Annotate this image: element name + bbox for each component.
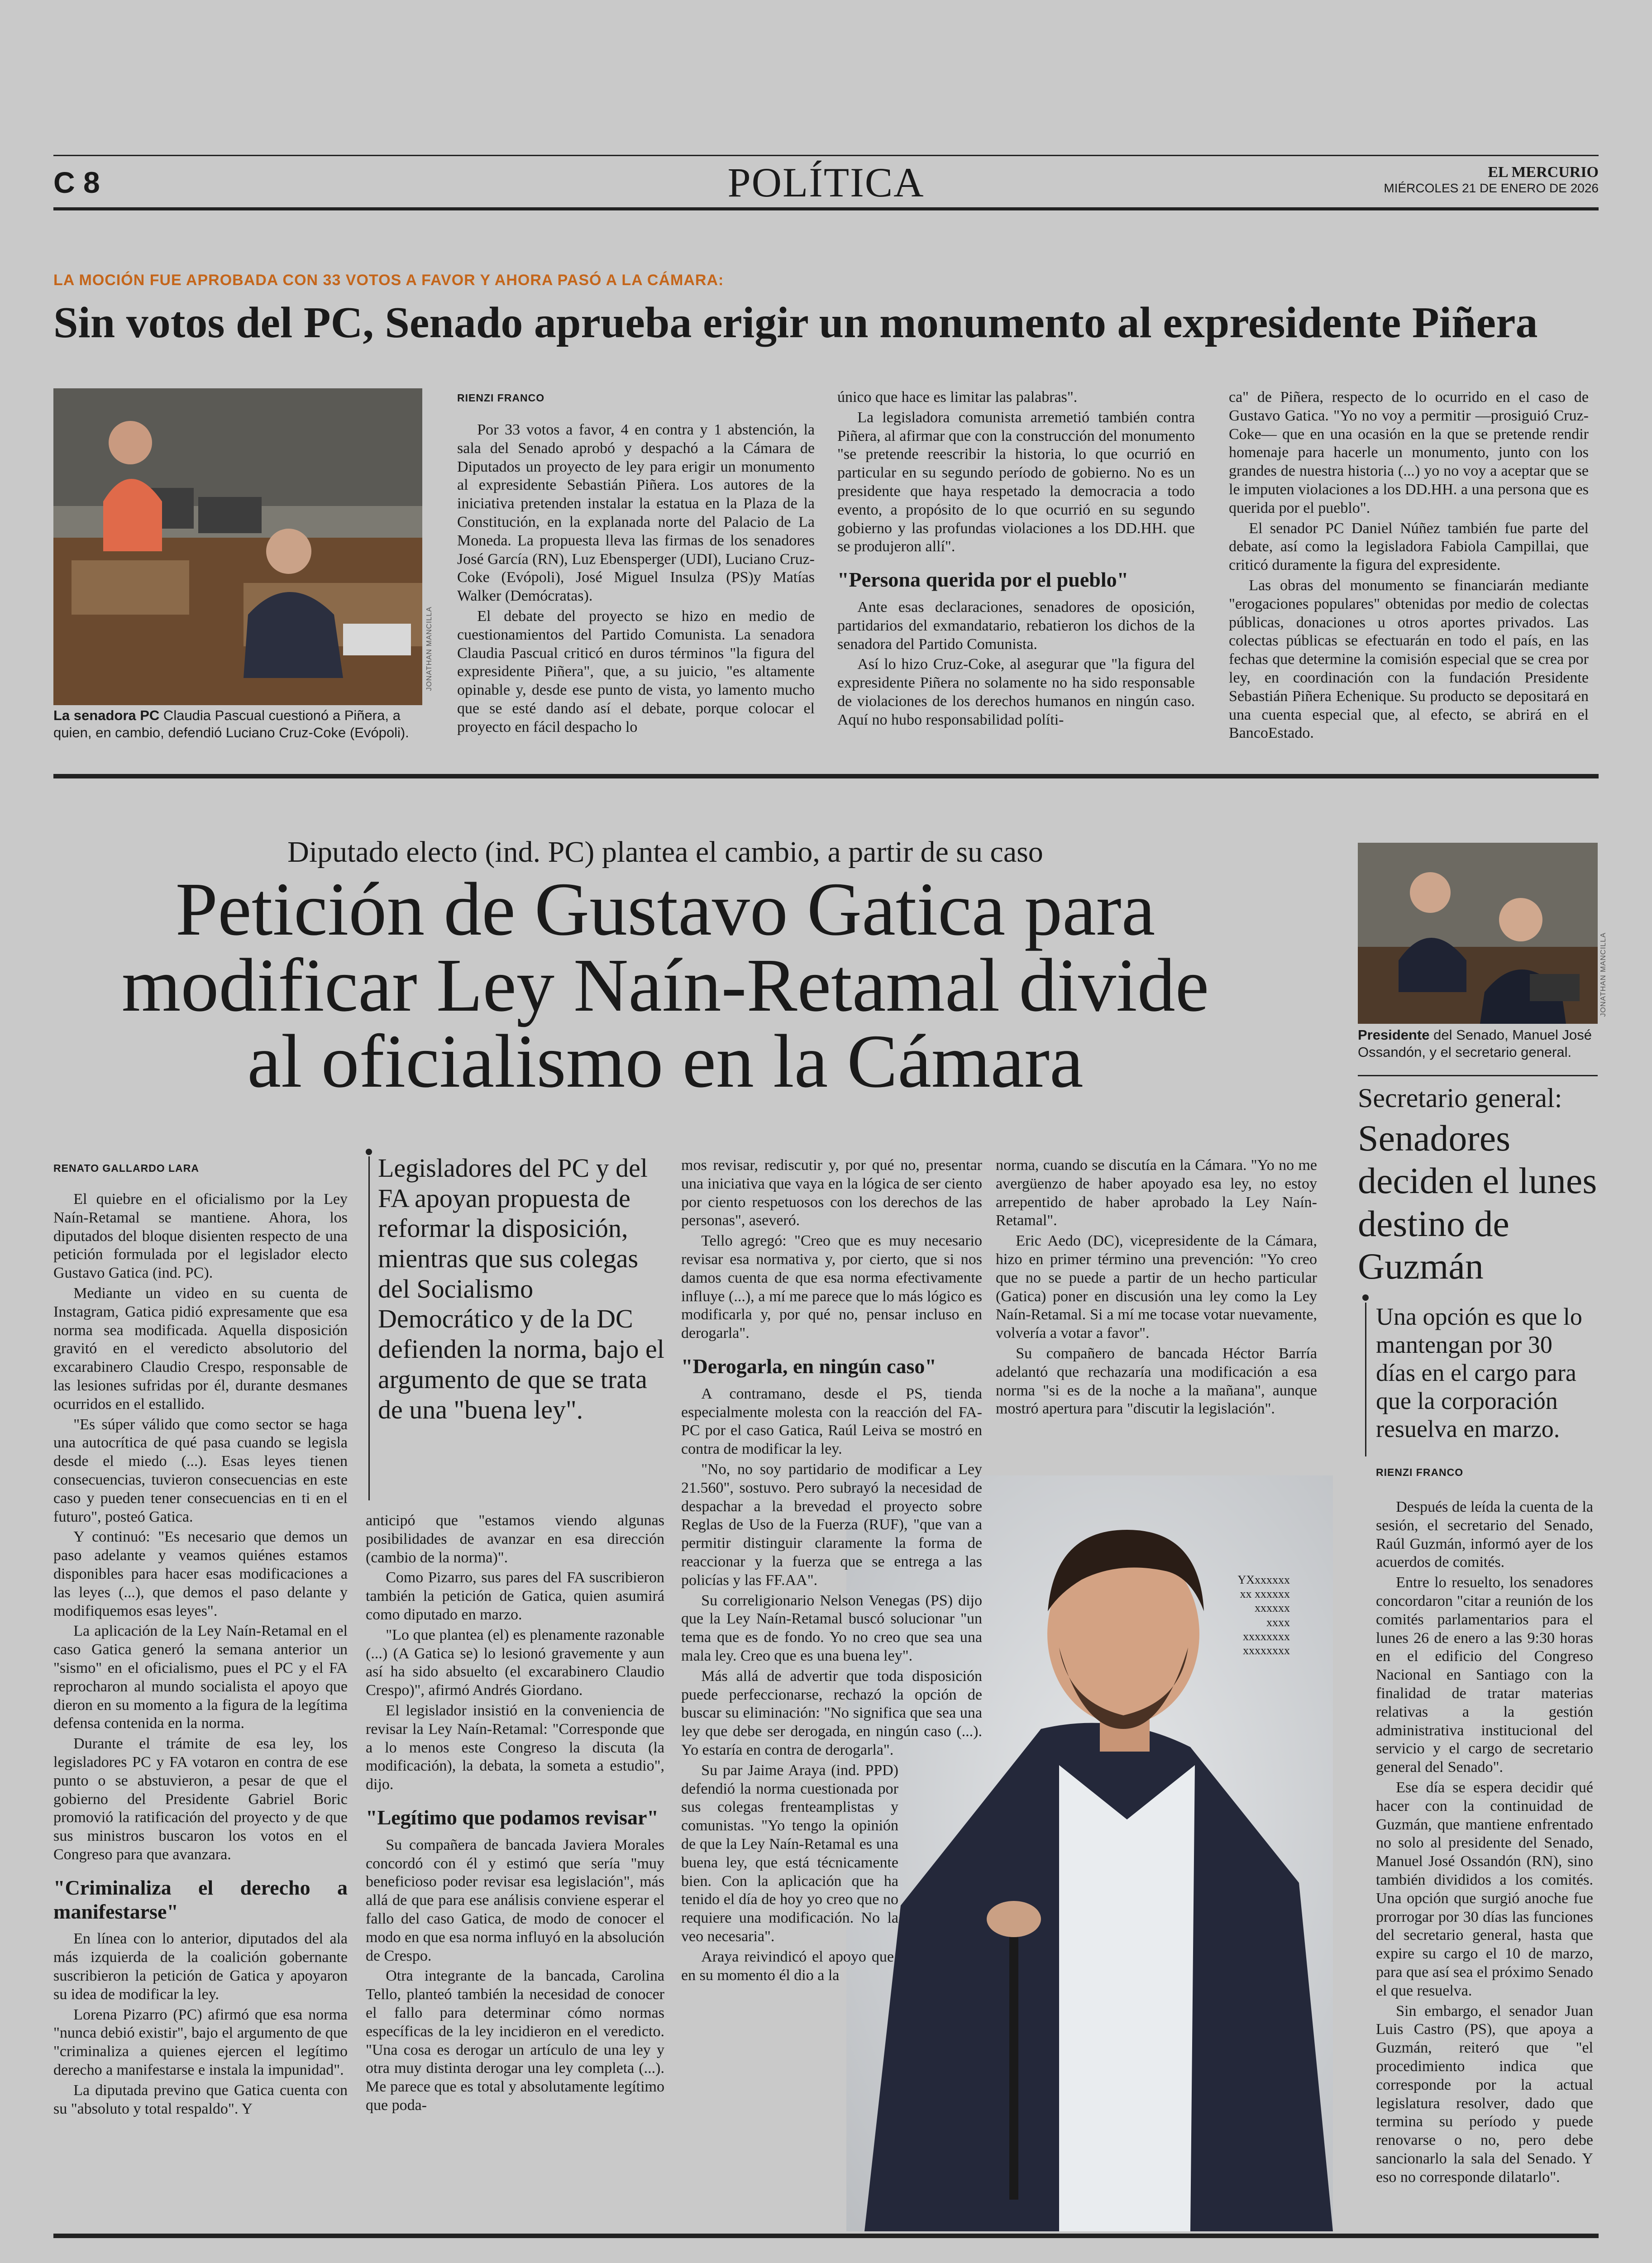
story1-byline: RIENZI FRANCO	[457, 392, 545, 404]
newspaper-name: EL MERCURIO	[1488, 164, 1599, 181]
paragraph: Durante el trámite de esa ley, los legisladores PC y FA votaron en contra de ese punto o se abstuvieron, a pesar de que el gobierno del Presidente Gabriel Boric promovió la ratificación del proyecto y de que sus ministros buscaron los votos en el Congreso para que avanzara.	[53, 1735, 348, 1863]
paragraph: Su par Jaime Araya (ind. PPD) defendió la norma cuestionada por sus colegas frenteamplistas y comunistas. "Yo tengo la opinión de que la Ley Naín-Retamal es una buena ley, que está técnicamente bien. Con la aplicación que ha tenido el día de hoy yo creo que no requiere una modificación. No la veo necesaria".	[681, 1762, 898, 1945]
paragraph: "Lo que plantea (el) es plenamente razonable (...) (A Gatica se) lo lesionó gravemente y aun así ha sido absuelto (el excarabinero Claudio Crespo)", afirmó Andrés Giordano.	[366, 1626, 664, 1699]
story1-caption	[53, 707, 425, 741]
story1-col3	[1229, 388, 1589, 745]
headline-line: Petición de Gustavo Gatica para	[175, 867, 1155, 951]
paragraph: Ese día se espera decidir qué hacer con la continuidad de Guzmán, que mantiene enfrentado no solo al presidente del Senado, Manuel José Ossandón (RN), sino también divididos a los comités. Una opción que surgió anoche fue prorrogar por 30 días las funciones del secretario general, hasta que expire su cargo el 10 de marzo, para que así sea el próximo Senado el que resuelva.	[1376, 1779, 1593, 1999]
headline-line: al oficialismo en la Cámara	[247, 1019, 1084, 1103]
paragraph: Por 33 votos a favor, 4 en contra y 1 abstención, la sala del Senado aprobó y despachó a la Cámara de Diputados un proyecto de ley para erigir un monumento al expresidente Sebastián Piñera. Los autores de la iniciativa pretenden instalar la estatua en la Plaza de la Constitución, en la explanada norte del Palacio de La Moneda. La propuesta lleva las firmas de los senadores José García (RN), Luz Ebensperger (UDI), Luciano Cruz-Coke (Evópoli), José Miguel Insulza (PS)y Matías Walker (Demócratas).	[457, 421, 815, 605]
story2-pull-quote: Legisladores del PC y del FA apoyan propuesta de reformar la disposición, mientras que sus colegas del Socialismo Democrático y de la DC defienden la norma, bajo el argumento de que se trata de una "buena ley".	[378, 1153, 664, 1424]
paragraph: Araya reivindicó el apoyo que en su momento él dio a la	[681, 1948, 894, 1984]
paragraph: "No, no soy partidario de modificar a Ley 21.560", sostuvo. Pero subrayó la necesidad de despachar a la brevedad el proyecto sobre Reglas de Uso de la Fuerza (RUF), "que van a permitir distinguir claramente la forma de reaccionar y la fuerza que se entrega a las policías y las FF.AA".	[681, 1461, 982, 1589]
deck-rule	[1365, 1303, 1366, 1456]
sidebar-body	[1376, 1498, 1593, 2188]
paragraph: Lorena Pizarro (PC) afirmó que esa norma "nunca debió existir", bajo el argumento de que "criminaliza a quienes ejercen el legítimo derecho a manifestarse e instala la impunidad".	[53, 2006, 348, 2079]
paragraph: "Es súper válido que como sector se haga una autocrítica de qué pasa cuando se legisla desde el miedo (...). Esas leyes tienen consecuencias, tuvieron consecuencias en este caso y pueden tener consecuencias en ti en el futuro", posteó Gatica.	[53, 1416, 348, 1525]
paragraph: El legislador insistió en la conveniencia de revisar la Ley Naín-Retamal: "Corresponde que a lo menos este Congreso la discuta (la modificación), la debata, la someta a estudio", dijo.	[366, 1702, 664, 1793]
paragraph: Más allá de advertir que toda disposición puede perfeccionarse, rechazó la opción de buscar su eliminación: "No significa que sea una ley que debe ser derogada, en ningún caso (...). Yo estaría en contra de derogarla".	[681, 1667, 982, 1758]
paragraph: ca" de Piñera, respecto de lo ocurrido en el caso de Gustavo Gatica. "Yo no voy a permitir —prosiguió Cruz-Coke— que en una ocasión en la que se pretende rendir homenaje para hacerle un monumento, junto con los grandes de nuestra historia (...) yo no voy a aceptar que se le imputen violaciones a los DD.HH. a una persona que es querida por el pueblo".	[1229, 389, 1589, 516]
story2-col1	[53, 1190, 348, 2120]
caption-text: del Senado, Manuel José Ossandón, y el secretario general.	[1358, 1027, 1592, 1060]
story2-byline: RENATO GALLARDO LARA	[53, 1162, 199, 1174]
story2-col2	[366, 1512, 664, 2117]
paragraph: Ante esas declaraciones, senadores de oposición, partidarios del exmandatario, rebatieron los dichos de la senadora del Partido Comunista.	[837, 599, 1195, 653]
paragraph: Su compañero de bancada Héctor Barría adelantó que rechazaría una modificación a esa norma "si es de la noche a la mañana", aunque mostró apertura para "discutir la legislación".	[996, 1345, 1317, 1418]
paragraph: Las obras del monumento se financiarán mediante "erogaciones populares" obtenidas por medio de colectas públicas, donaciones u otros aportes privados. Las colectas públicas se efectuarán en todo el país, en las fechas que determine la comisión especial que se crea por ley, en coordinación con la fundación Presidente Sebastián Piñera Echenique. Su producto se depositará en una cuenta especial que, al efecto, se abrirá en el BancoEstado.	[1229, 577, 1589, 742]
paragraph: La diputada previno que Gatica cuenta con su "absoluto y total respaldo". Y	[53, 2082, 348, 2117]
story2-subhead-3: "Derogarla, en ningún caso"	[681, 1354, 936, 1378]
paragraph: Como Pizarro, sus pares del FA suscribieron también la petición de Gatica, quien asumirá como diputado en marzo.	[366, 1569, 664, 1623]
paragraph: Su correligionario Nelson Venegas (PS) dijo que la Ley Naín-Retamal buscó solucionar "un tema que es de fondo. Yo no creo que sea una mala ley. Creo que es una buena ley".	[681, 1592, 982, 1665]
paragraph: Y continuó: "Es necesario que demos un paso adelante y veamos quiénes estamos disponibles para hacer esas modificaciones a las leyes (...), que demos el paso delante y modifiquemos esas leyes".	[53, 1528, 348, 1619]
page-number: C 8	[53, 166, 100, 199]
sidebar-title: Secretario general:	[1358, 1083, 1562, 1113]
senate-president-illustration	[1358, 843, 1598, 1024]
paragraph: mos revisar, rediscutir y, por qué no, presentar una iniciativa que vaya en la lógica de ser ciento por ciento respetuosos con los derechos de las personas", aseveró.	[681, 1157, 982, 1229]
bullet-dot	[366, 1149, 372, 1155]
paragraph: anticipó que "estamos viendo algunas posibilidades de avanzar en esa dirección (cambio de la norma)".	[366, 1512, 664, 1566]
story1-headline: Sin votos del PC, Senado aprueba erigir un monumento al expresidente Piñera	[53, 298, 1538, 347]
caption-lead: Presidente	[1358, 1027, 1430, 1043]
paragraph: Así lo hizo Cruz-Coke, al asegurar que "la figura del expresidente Piñera no solamente no ha sido responsable de violaciones de los derechos humanos en ningún caso. Aquí no hubo responsabilidad políti-	[837, 656, 1195, 728]
story2-subhead-1: "Criminaliza el derecho a manifestarse"	[53, 1876, 348, 1923]
sidebar-deck: Una opción es que lo mantengan por 30 días en el cargo para que la corporación resuelva en marzo.	[1376, 1303, 1582, 1443]
sidebar-headline: Senadores deciden el lunes destino de Guzmán	[1358, 1117, 1597, 1287]
story1-col1	[457, 421, 815, 739]
bullet-dot	[1362, 1294, 1369, 1301]
paragraph: El quiebre en el oficialismo por la Ley Naín-Retamal se mantiene. Ahora, los diputados del bloque disienten respecto de una petición formulada por el legislador electo Gustavo Gatica (ind. PC).	[53, 1191, 348, 1282]
story1-kicker: LA MOCIÓN FUE APROBADA CON 33 VOTOS A FAVOR Y AHORA PASÓ A LA CÁMARA:	[53, 272, 724, 289]
sidebar-byline: RIENZI FRANCO	[1376, 1466, 1464, 1478]
story2-col4	[996, 1156, 1317, 1420]
section-title: POLÍTICA	[727, 159, 925, 205]
caption-text: Claudia Pascual cuestionó a Piñera, a quien, en cambio, defendió Luciano Cruz-Coke (Evópoli).	[53, 707, 409, 740]
caption-lead: La senadora PC	[53, 707, 160, 723]
story2-subhead-2: "Legítimo que podamos revisar"	[366, 1805, 659, 1829]
senate-session-photo	[53, 388, 422, 705]
paragraph: Tello agregó: "Creo que es muy necesario revisar esa normativa y, por cierto, que si nos damos cuenta de que esa norma efectivamente influye (...), a mí me parece que lo más lógico es modificarla y, por qué no, pensar incluso en derogarla".	[681, 1232, 982, 1342]
issue-date: MIÉRCOLES 21 DE ENERO DE 2026	[1384, 181, 1599, 195]
story2-headline	[63, 867, 1267, 1103]
senate-president-photo	[1358, 843, 1598, 1024]
paragraph: único que hace es limitar las palabras".	[837, 389, 1078, 406]
paragraph: La aplicación de la Ley Naín-Retamal en el caso Gatica generó la semana anterior un "sismo" en el oficialismo, pues el PC y el FA reprocharon al mundo socialista el apoyo que dieron en su momento a la figura de la legítima defensa contenida en la norma.	[53, 1623, 348, 1732]
photo-credit: JONATHAN MANCILLA	[1599, 932, 1607, 1017]
paragraph: La legisladora comunista arremetió también contra Piñera, al afirmar que con la construcción del monumento "se pretende reescribir la historia, lo que ocurrió en particular en su segundo período de gobierno. No es un presidente que haya respetado la democracia a todo evento, a propósito de lo que ocurrió en su segundo gobierno y las profundas violaciones a los DD.HH. que se produjeron allí".	[837, 409, 1195, 555]
headline-line: modificar Ley Naín-Retamal divide	[121, 943, 1209, 1027]
paragraph: El senador PC Daniel Núñez también fue parte del debate, así como la legisladora Fabiola Campillai, que criticó duramente la figura del expresidente.	[1229, 520, 1589, 574]
paragraph: Mediante un video en su cuenta de Instagram, Gatica pidió expresamente que esa norma sea modificada. Aquella disposición gravitó en el veredicto absolutorio del excarabinero Claudio Crespo, responsable de las lesiones sufridas por él, durante desmanes ocurridos en el estallido.	[53, 1284, 348, 1413]
sidebar-caption	[1358, 1026, 1598, 1061]
paragraph: El debate del proyecto se hizo en medio de cuestionamientos del Partido Comunista. La senadora Claudia Pascual criticó en duros términos "la figura del expresidente Piñera", que, a su juicio, "es altamente opinable y, desde ese punto de vista, yo lamento mucho que se esté dando así el debate, porque colocar el proyecto en fácil despacho lo	[457, 607, 815, 735]
paragraph: Su compañera de bancada Javiera Morales concordó con él y estimó que sería "muy beneficioso poder revisar esa legislación", más allá de que para ese análisis conviene esperar el fallo del caso Gatica, de modo de conocer el modo en que esa norma influyó en la absolución de Crespo.	[366, 1836, 664, 1964]
story2-deck: Diputado electo (ind. PC) plantea el cambio, a partir de su caso	[287, 835, 1043, 869]
story1-subhead: "Persona querida por el pueblo"	[837, 568, 1129, 592]
paragraph: Después de leída la cuenta de la sesión, el secretario del Senado, Raúl Guzmán, informó ayer de los acuerdos de comités.	[1376, 1499, 1593, 1571]
paragraph: Entre lo resuelto, los senadores concordaron "citar a reunión de los comités parlamentarios para el lunes 26 de enero a las 9:30 horas en el edificio del Congreso Nacional en Santiago con la finalidad de tratar materias relativas a la gestión administrativa institucional del servicio y el cargo de secretario general del Senado".	[1376, 1574, 1593, 1776]
paragraph: A contramano, desde el PS, tienda especialmente molesta con la reacción del FA-PC por el caso Gatica, Raúl Leiva se mostró en contra de modificar la ley.	[681, 1385, 982, 1458]
paragraph: En línea con lo anterior, diputados del ala más izquierda de la coalición gobernante suscribieron la petición de Gatica y apoyaron su idea de modificar la ley.	[53, 1930, 348, 2003]
masthead	[1384, 164, 1599, 196]
pull-quote-rule	[368, 1156, 370, 1500]
paragraph: Sin embargo, el senador Juan Luis Castro (PS), que apoya a Guzmán, reiteró que "el procedimiento indica que corresponde por la actual legislatura resolver, dado que termina su período y puede renovarse o no, pero debe sancionarlo la sala del Senado. Y eso no corresponde dilatarlo".	[1376, 2002, 1593, 2186]
paragraph: norma, cuando se discutía en la Cámara. "Yo no me avergüenzo de haber apoyado esa ley, no estoy arrepentido de haber aprobado la Ley Naín-Retamal".	[996, 1157, 1317, 1229]
paragraph: Otra integrante de la bancada, Carolina Tello, planteó también la necesidad de conocer el fallo para determinar cómo normas específicas de la ley incidieron en el veredicto. "Una cosa es derogar un artículo de una ley y otra muy distinta derogar una ley completa (...). Me parece que es total y absolutamente legítimo que poda-	[366, 1967, 664, 2114]
photo-credit: JONATHAN MANCILLA	[425, 606, 433, 691]
paragraph: Eric Aedo (DC), vicepresidente de la Cámara, hizo en primer término una prevención: "Yo creo que no se puede a partir de un hecho particular (Gatica) poner en discusión una ley como la Ley Naín-Retamal. Si a mí me tocase votar nuevamente, volvería a votar a favor".	[996, 1232, 1317, 1342]
story1-col2	[837, 388, 1195, 731]
story2-col3	[681, 1156, 982, 1986]
senate-session-illustration	[53, 388, 422, 705]
photo-placeholder-text: YXxxxxxx xx xxxxxx xxxxxx xxxx xxxxxxxx xxxxxxxx	[1237, 1573, 1290, 1657]
